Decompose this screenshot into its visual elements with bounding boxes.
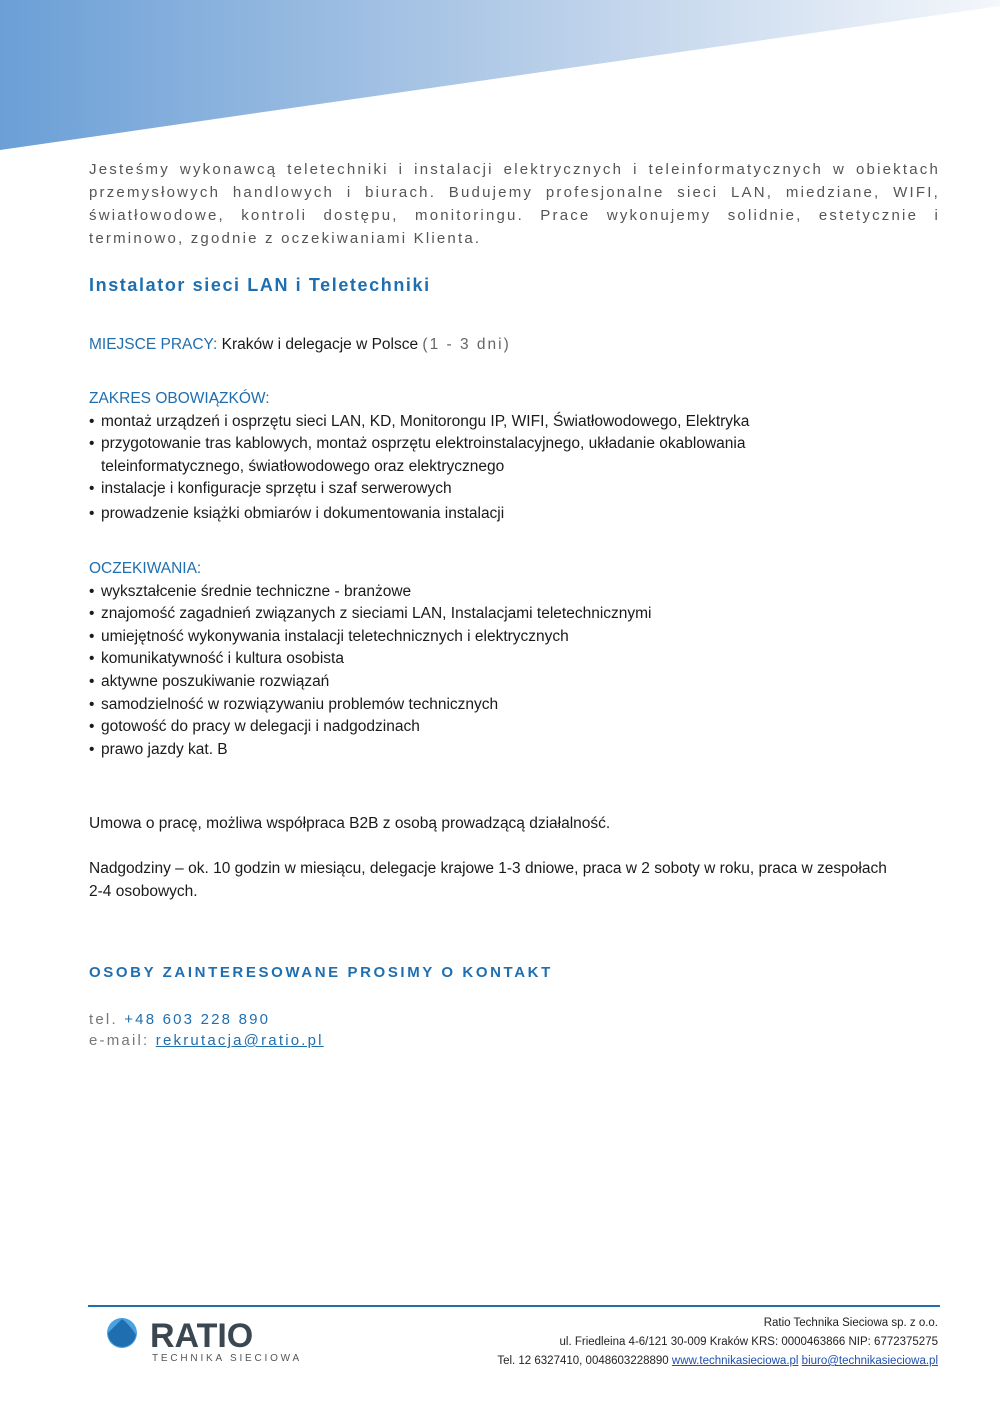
expectations-section	[89, 558, 949, 761]
company-intro: Jesteśmy wykonawcą teletechniki i instalacji elektrycznych i teleinformatycznych w obiektach przemysłowych handlowych i biurach. Budujemy profesjonalne sieci LAN, miedziane, WIFI, światłowodowe, kontroli dostępu, monitoringu. Prace wykonujemy solidnie, estetycznie i terminowo, zgodnie z oczekiwaniami Klienta.	[89, 161, 940, 247]
contact-email	[89, 1032, 324, 1049]
list-item: • montaż urządzeń i osprzętu sieci LAN, KD, Monitorongu IP, WIFI, Światłowodowego, Elektryka	[89, 411, 949, 434]
location-value: Kraków i delegacje w Polsce	[221, 336, 419, 353]
location-label: MIEJSCE PRACY:	[89, 336, 218, 353]
list-item: • komunikatywność i kultura osobista	[89, 648, 949, 671]
list-item: • instalacje i konfiguracje sprzętu i szaf serwerowych	[89, 478, 949, 501]
list-item: • gotowość do pracy w delegacji i nadgodzinach	[89, 716, 949, 739]
footer-address: ul. Friedleina 4-6/121 30-009 Kraków KRS: 0000463866 NIP: 6772375275	[559, 1336, 938, 1348]
list-item: • przygotowanie tras kablowych, montaż osprzętu elektroinstalacyjnego, układanie okablowania teleinformatycznego, światłowodowego oraz elektrycznego	[89, 433, 821, 478]
duties-section	[89, 388, 949, 526]
list-item: • aktywne poszukiwanie rozwiązań	[89, 671, 949, 694]
footer-website-link[interactable]: www.technikasieciowa.pl	[671, 1355, 799, 1367]
logo-name: RATIO	[150, 1317, 254, 1355]
footer-divider	[88, 1305, 940, 1307]
contact-phone	[89, 1011, 270, 1028]
footer-contact-line	[497, 1352, 938, 1371]
list-item: • znajomość zagadnień związanych z sieciami LAN, Instalacjami teletechnicznymi	[89, 603, 949, 626]
list-item: • umiejętność wykonywania instalacji teletechnicznych i elektrycznych	[89, 626, 949, 649]
email-label: e-mail:	[89, 1032, 150, 1049]
contact-heading: OSOBY ZAINTERESOWANE PROSIMY O KONTAKT	[89, 964, 553, 981]
expectations-heading: OCZEKIWANIA:	[89, 560, 202, 577]
footer-company-info	[497, 1314, 938, 1371]
phone-number[interactable]: +48 603 228 890	[124, 1011, 271, 1028]
expectations-list	[89, 581, 949, 762]
list-item: • prawo jazdy kat. B	[89, 739, 949, 762]
footer-email-link[interactable]: biuro@technikasieciowa.pl	[801, 1355, 938, 1367]
job-title: Instalator sieci LAN i Teletechniki	[89, 275, 431, 295]
list-item: • samodzielność w rozwiązywaniu problemów technicznych	[89, 694, 949, 717]
list-item: • prowadzenie książki obmiarów i dokumentowania instalacji	[89, 503, 949, 526]
ratio-logo	[100, 1315, 320, 1365]
list-item: • wykształcenie średnie techniczne - branżowe	[89, 581, 949, 604]
duties-heading: ZAKRES OBOWIĄZKÓW:	[89, 390, 270, 407]
footer-company: Ratio Technika Sieciowa sp. z o.o.	[763, 1317, 938, 1329]
logo-tagline: TECHNIKA SIECIOWA	[152, 1353, 303, 1364]
overtime-info: Nadgodziny – ok. 10 godzin w miesiącu, delegacje krajowe 1-3 dniowe, praca w 2 soboty w roku, praca w zespołach 2-4 osobowych.	[89, 860, 887, 900]
contract-info: Umowa o pracę, możliwa współpraca B2B z osobą prowadzącą działalność.	[89, 815, 611, 832]
location-line	[89, 334, 949, 357]
phone-label: tel.	[89, 1011, 118, 1028]
header-gradient-band	[0, 0, 1000, 160]
email-link[interactable]: rekrutacja@ratio.pl	[155, 1032, 324, 1049]
footer-phones: Tel. 12 6327410, 0048603228890	[497, 1355, 669, 1367]
duties-list	[89, 411, 949, 526]
location-note: (1 - 3 dni)	[422, 336, 511, 353]
